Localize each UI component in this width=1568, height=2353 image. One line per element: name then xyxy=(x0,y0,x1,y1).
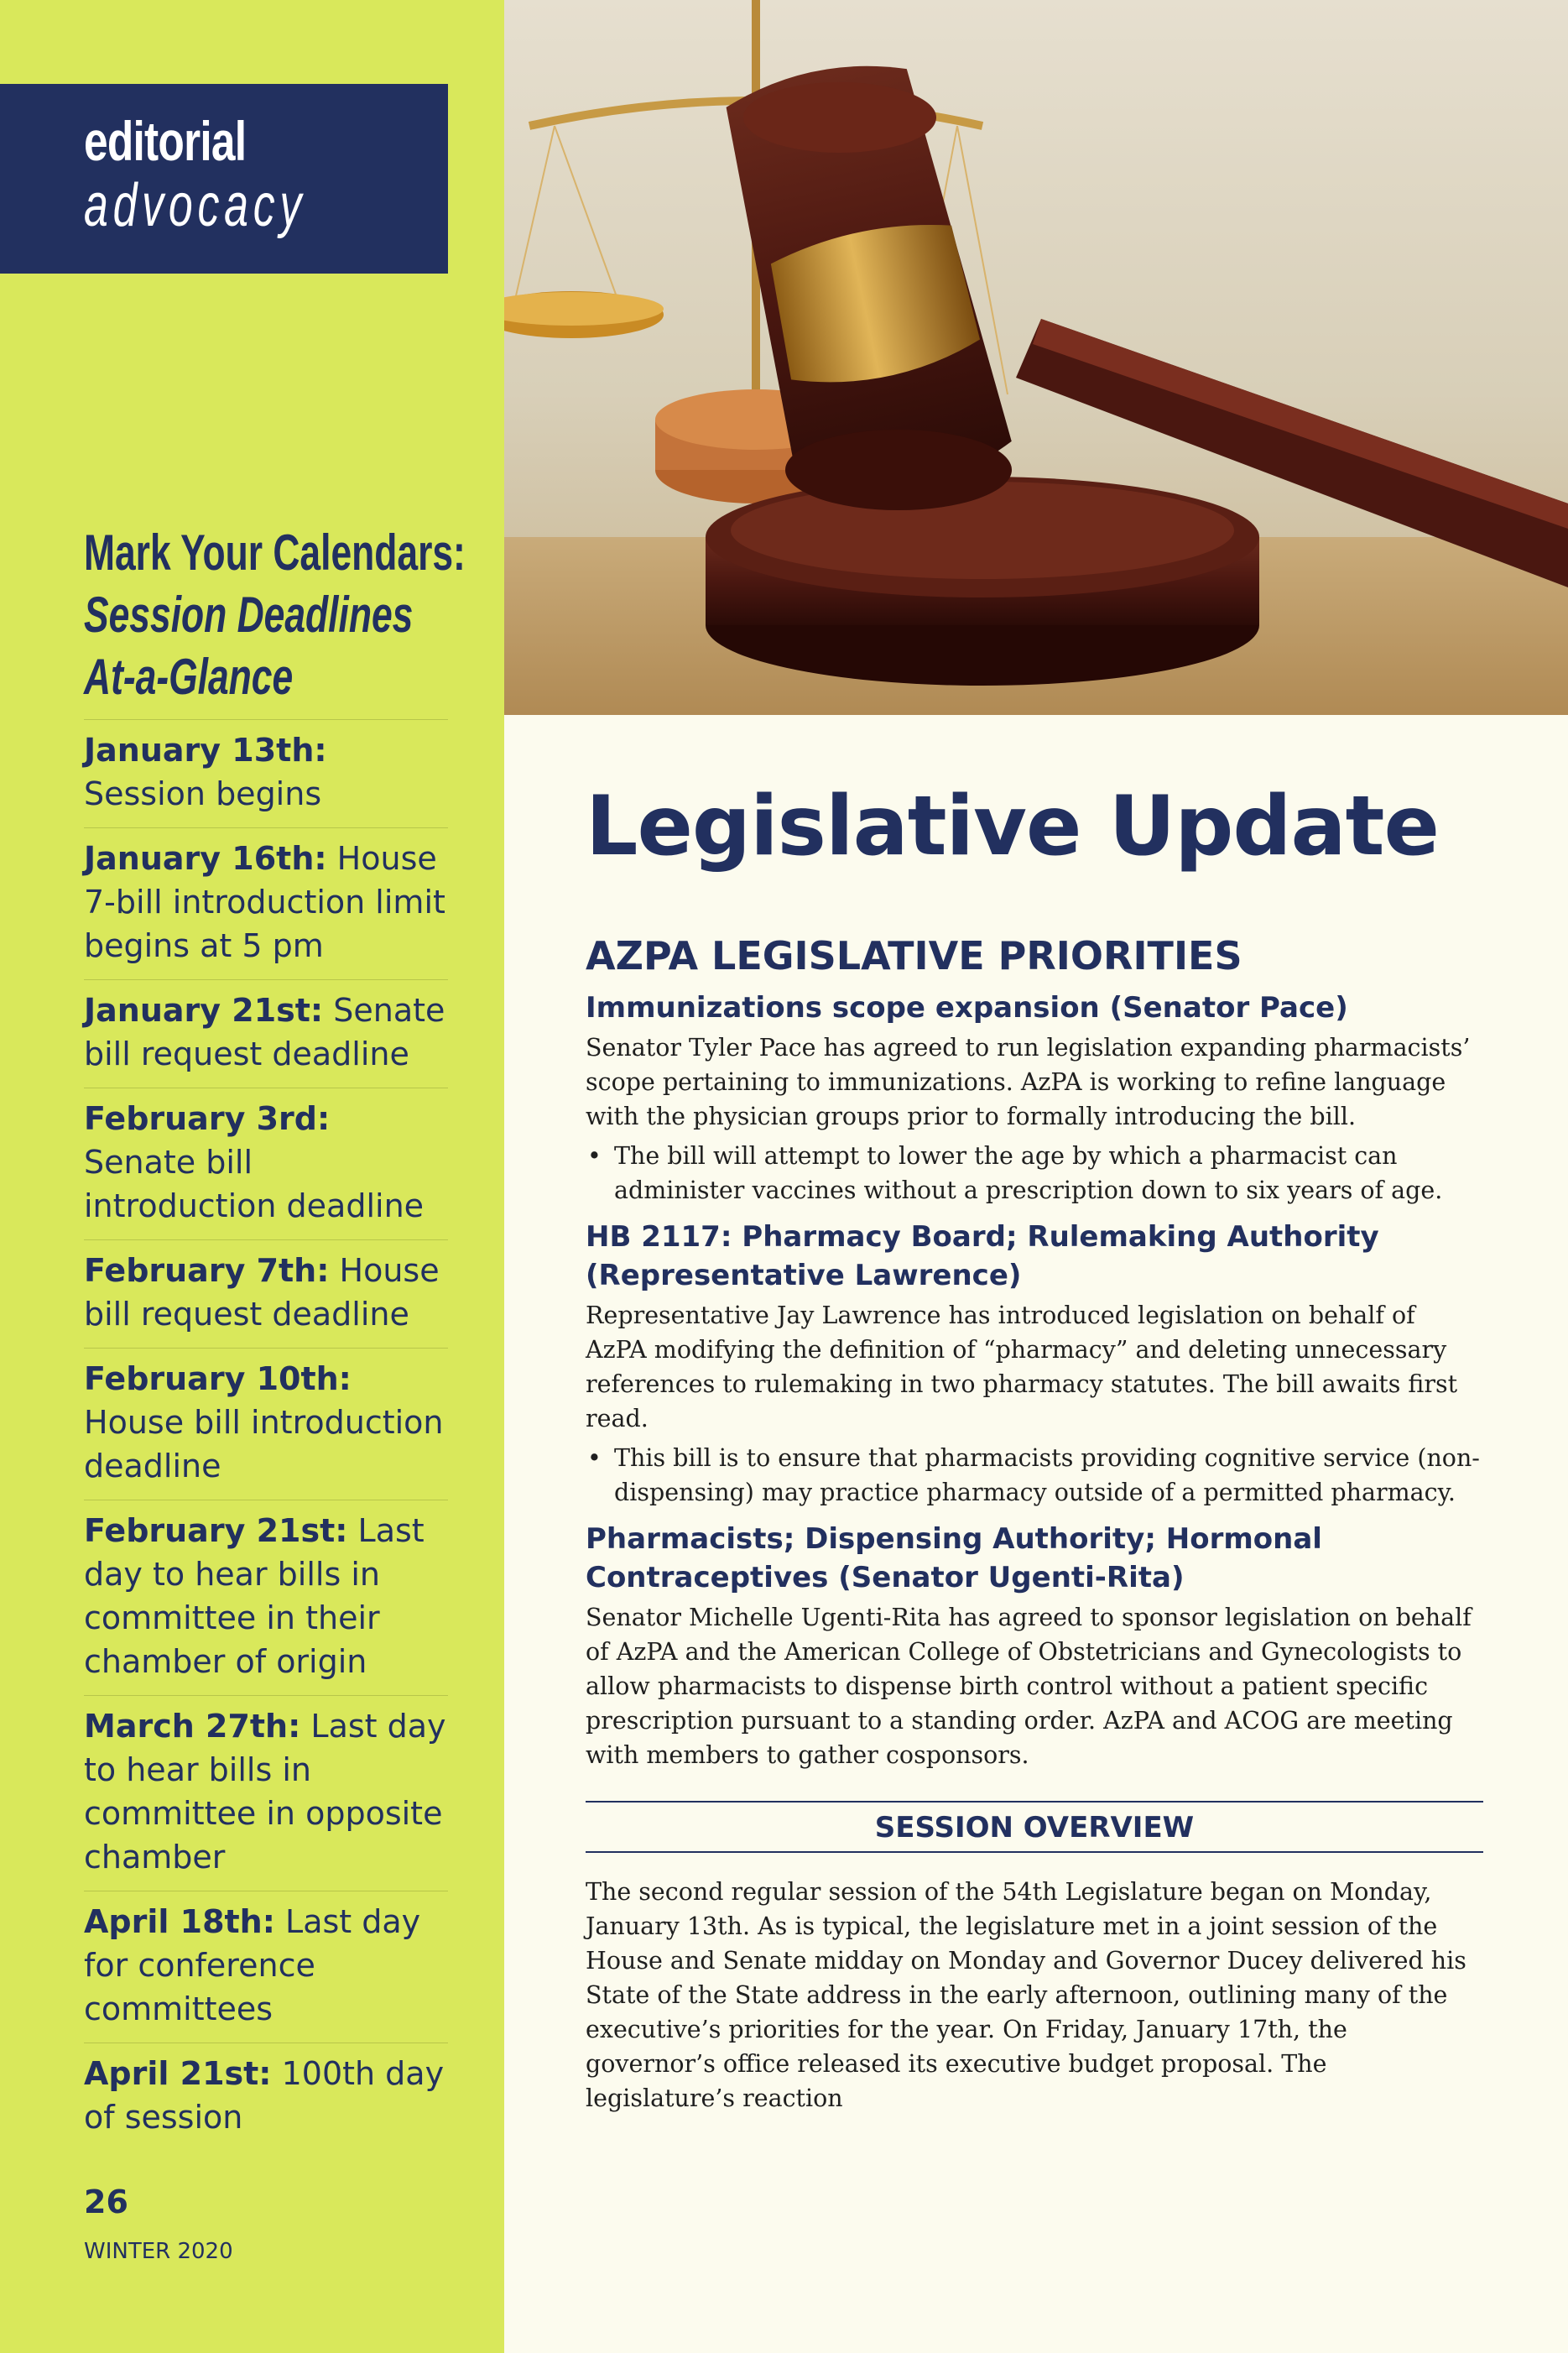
deadline-date: February 7th: xyxy=(84,1252,330,1289)
deadline-text: Last day to hear bills in committee in their chamber of origin xyxy=(84,1512,425,1680)
deadline-date: January 16th: xyxy=(84,840,327,877)
deadline-text: Senate bill introduction deadline xyxy=(84,1144,425,1224)
deadline-text: Last day to hear bills in committee in opposite chamber xyxy=(84,1708,446,1876)
deadline-item xyxy=(84,719,448,827)
deadline-date: February 21st: xyxy=(84,1512,348,1549)
deadline-text: Last day for conference committees xyxy=(84,1903,421,2027)
deadline-text: House bill request deadline xyxy=(84,1252,440,1333)
page-number: 26 xyxy=(84,2183,128,2220)
deadline-date: April 21st: xyxy=(84,2055,272,2092)
deadline-date: January 13th: xyxy=(84,732,327,769)
item-heading: HB 2117: Pharmacy Board; Rulemaking Authority (Representative Lawrence) xyxy=(586,1220,1379,1292)
deadline-item xyxy=(84,1348,448,1500)
calendar-heading-main: Mark Your Calendars: xyxy=(84,524,466,581)
item-heading: Immunizations scope expansion (Senator Pace) xyxy=(586,991,1348,1025)
article-title: Legislative Update xyxy=(586,779,1439,874)
deadline-item xyxy=(84,2043,448,2151)
gavel-illustration xyxy=(504,0,1568,715)
badge-line-advocacy: advocacy xyxy=(84,172,307,239)
deadline-item xyxy=(84,979,448,1088)
session-overview-body: The second regular session of the 54th Legislature began on Monday, January 13th. As is typical, the legislature met in a joint session of the House and Senate midday on Monday and Governor Ducey delivered his State of the State address in the early afternoon, outlining many of the executive’s priorities for the year. On Friday, January 17th, the governor’s office released its executive budget proposal. The legislature’s reaction xyxy=(586,1878,1466,2112)
deadline-date: February 3rd: xyxy=(84,1100,331,1137)
bullet-item: • The bill will attempt to lower the age by which a pharmacist can administer vaccines without a prescription down to six years of age. xyxy=(586,1139,1483,1208)
item-body: Senator Tyler Pace has agreed to run legislation expanding pharmacists’ scope pertaining to immunizations. AzPA is working to refine language with the physician groups prior to formally introducing the bill. xyxy=(586,1034,1471,1130)
gavel-photo xyxy=(504,0,1568,715)
deadline-date: April 18th: xyxy=(84,1903,275,1940)
item-body: Representative Jay Lawrence has introduced legislation on behalf of AzPA modifying the definition of “pharmacy” and deleting unnecessary references to rulemaking in two pharmacy statutes. The bill awaits first read. xyxy=(586,1302,1458,1432)
deadline-item xyxy=(84,1088,448,1239)
deadline-text: House 7-bill introduction limit begins at 5 pm xyxy=(84,840,445,964)
sidebar xyxy=(0,0,504,2353)
deadline-date: February 10th: xyxy=(84,1360,352,1397)
deadline-item xyxy=(84,827,448,979)
deadline-text: House bill introduction deadline xyxy=(84,1404,444,1484)
priorities-heading: AZPA LEGISLATIVE PRIORITIES xyxy=(586,933,1242,978)
deadline-text: 100th day of session xyxy=(84,2055,445,2136)
item-body: Senator Michelle Ugenti-Rita has agreed to sponsor legislation on behalf of AzPA and the American College of Obstetricians and Gynecologists to allow pharmacists to dispense birth control without a patient specific prescription pursuant to a standing order. AzPA and ACOG are meeting with members to gather cosponsors. xyxy=(586,1604,1472,1769)
deadline-date: January 21st: xyxy=(84,992,324,1029)
calendar-heading xyxy=(84,522,466,708)
deadline-item xyxy=(84,1891,448,2043)
badge-line-editorial: editorial xyxy=(84,110,247,172)
deadline-item xyxy=(84,1695,448,1891)
session-overview-heading: SESSION OVERVIEW xyxy=(586,1801,1483,1853)
deadline-date: March 27th: xyxy=(84,1708,301,1745)
deadline-text: Session begins xyxy=(84,775,322,812)
calendar-heading-sub2: At-a-Glance xyxy=(84,649,294,705)
item-bullets xyxy=(586,1441,1483,1510)
deadline-item xyxy=(84,1500,448,1695)
bullet-item: • This bill is to ensure that pharmacists providing cognitive service (non-dispensing) may practice pharmacy outside of a permitted pharmacy. xyxy=(586,1441,1483,1510)
calendar-heading-sub1: Session Deadlines xyxy=(84,587,414,643)
item-heading: Pharmacists; Dispensing Authority; Hormonal Contraceptives (Senator Ugenti-Rita) xyxy=(586,1522,1322,1594)
deadline-list xyxy=(84,719,448,2151)
deadline-item xyxy=(84,1239,448,1348)
article xyxy=(586,772,1483,2116)
section-badge xyxy=(0,84,448,274)
issue-label: WINTER 2020 xyxy=(84,2239,233,2264)
item-bullets xyxy=(586,1139,1483,1208)
deadline-text: Senate bill request deadline xyxy=(84,992,445,1072)
